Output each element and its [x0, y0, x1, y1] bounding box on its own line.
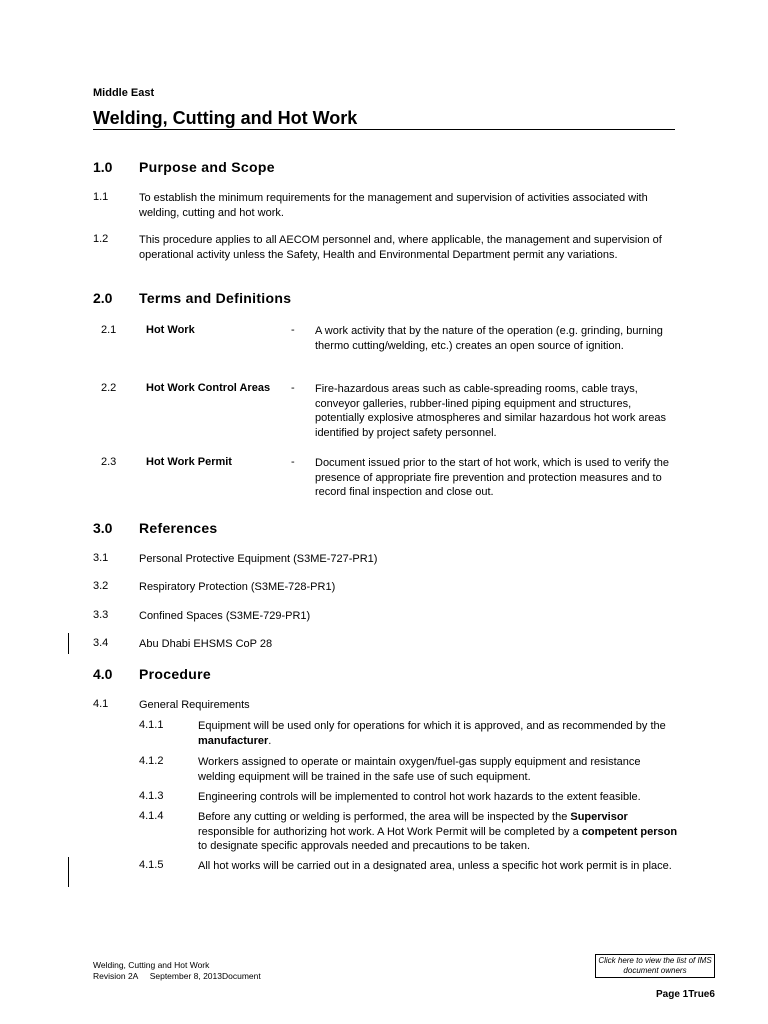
definition-dash: -	[291, 324, 295, 336]
item-text: This procedure applies to all AECOM personnel and, where applicable, the management and supervision of operational activity unless the Safety, Health and Environmental Department permit any variations.	[139, 234, 662, 261]
footer-info	[93, 960, 261, 982]
reference-text: Confined Spaces (S3ME-729-PR1)	[139, 610, 311, 622]
ims-owners-link[interactable]: Click here to view the list of IMS document owners	[595, 954, 715, 978]
section-heading: References	[139, 520, 218, 536]
definition-dash: -	[291, 382, 295, 394]
definition-text: Fire-hazardous areas such as cable-spreading rooms, cable trays, conveyor galleries, rubber-lined piping equipment and structures, potentially explosive atmospheres and similar hazardous hot work areas identified by project safety personnel.	[315, 383, 666, 439]
subitem-text: Workers assigned to operate or maintain oxygen/fuel-gas supply equipment and resistance welding equipment will be trained in the safe use of such equipment.	[198, 756, 641, 783]
definition-number: 2.2	[101, 382, 117, 394]
item-number: 1.1	[93, 191, 109, 203]
item-number: 4.1	[93, 698, 109, 710]
subitem-number: 4.1.1	[139, 719, 164, 731]
subitem-number: 4.1.2	[139, 755, 164, 767]
emphasis: competent person	[581, 825, 678, 838]
region-label: Middle East	[93, 87, 155, 99]
subitem-number: 4.1.4	[139, 810, 164, 822]
reference-text: Respiratory Protection (S3ME-728-PR1)	[139, 581, 336, 593]
subitem-text: Equipment will be used only for operations for which it is approved, and as recommended by the manufacturer.	[198, 720, 666, 747]
subitem-number: 4.1.3	[139, 790, 164, 802]
definition-number: 2.3	[101, 456, 117, 468]
section-number: 4.0	[93, 666, 113, 682]
reference-text: Personal Protective Equipment (S3ME-727-PR1)	[139, 553, 378, 565]
definition-term: Hot Work Permit	[146, 456, 232, 468]
section-number: 1.0	[93, 159, 113, 175]
footer-title: Welding, Cutting and Hot Work	[93, 960, 210, 970]
document-title: Welding, Cutting and Hot Work	[93, 108, 358, 128]
definition-term: Hot Work Control Areas	[146, 382, 271, 394]
definition-text: A work activity that by the nature of the operation (e.g. grinding, burning thermo cutting/welding, etc.) creates an open source of ignition.	[315, 325, 663, 352]
section-number: 2.0	[93, 290, 113, 306]
definition-dash: -	[291, 456, 295, 468]
page-number: Page 1True6	[656, 989, 715, 1000]
item-number: 1.2	[93, 233, 109, 245]
definition-number: 2.1	[101, 324, 117, 336]
reference-number: 3.2	[93, 580, 109, 592]
subitem-text: All hot works will be carried out in a designated area, unless a specific hot work permit is in place.	[198, 860, 672, 872]
subitem-text: Before any cutting or welding is performed, the area will be inspected by the Supervisor responsible for authorizing hot work. A Hot Work Permit will be completed by a competent person to designate specific approvals needed and precautions to be taken.	[198, 811, 678, 852]
footer-revision: Revision 2A September 8, 2013Document	[93, 971, 261, 981]
revision-change-bar	[68, 857, 69, 887]
reference-text: Abu Dhabi EHSMS CoP 28	[139, 638, 273, 650]
title-rule	[93, 129, 675, 130]
revision-change-bar	[68, 633, 69, 654]
definition-term: Hot Work	[146, 324, 195, 336]
definition-text: Document issued prior to the start of hot work, which is used to verify the presence of appropriate fire prevention and protection measures and to record final inspection and close out.	[315, 457, 669, 498]
item-text: General Requirements	[139, 699, 250, 711]
subitem-text: Engineering controls will be implemented to control hot work hazards to the extent feasible.	[198, 791, 641, 803]
subitem-number: 4.1.5	[139, 859, 164, 871]
emphasis: Supervisor	[570, 811, 628, 823]
section-heading: Terms and Definitions	[139, 290, 292, 306]
section-heading: Procedure	[139, 666, 211, 682]
section-heading: Purpose and Scope	[139, 159, 275, 175]
section-number: 3.0	[93, 520, 113, 536]
reference-number: 3.3	[93, 609, 109, 621]
emphasis: manufacturer	[198, 734, 269, 747]
reference-number: 3.1	[93, 552, 109, 564]
reference-number: 3.4	[93, 637, 109, 649]
item-text: To establish the minimum requirements for the management and supervision of activities associated with welding, cutting and hot work.	[139, 192, 648, 219]
